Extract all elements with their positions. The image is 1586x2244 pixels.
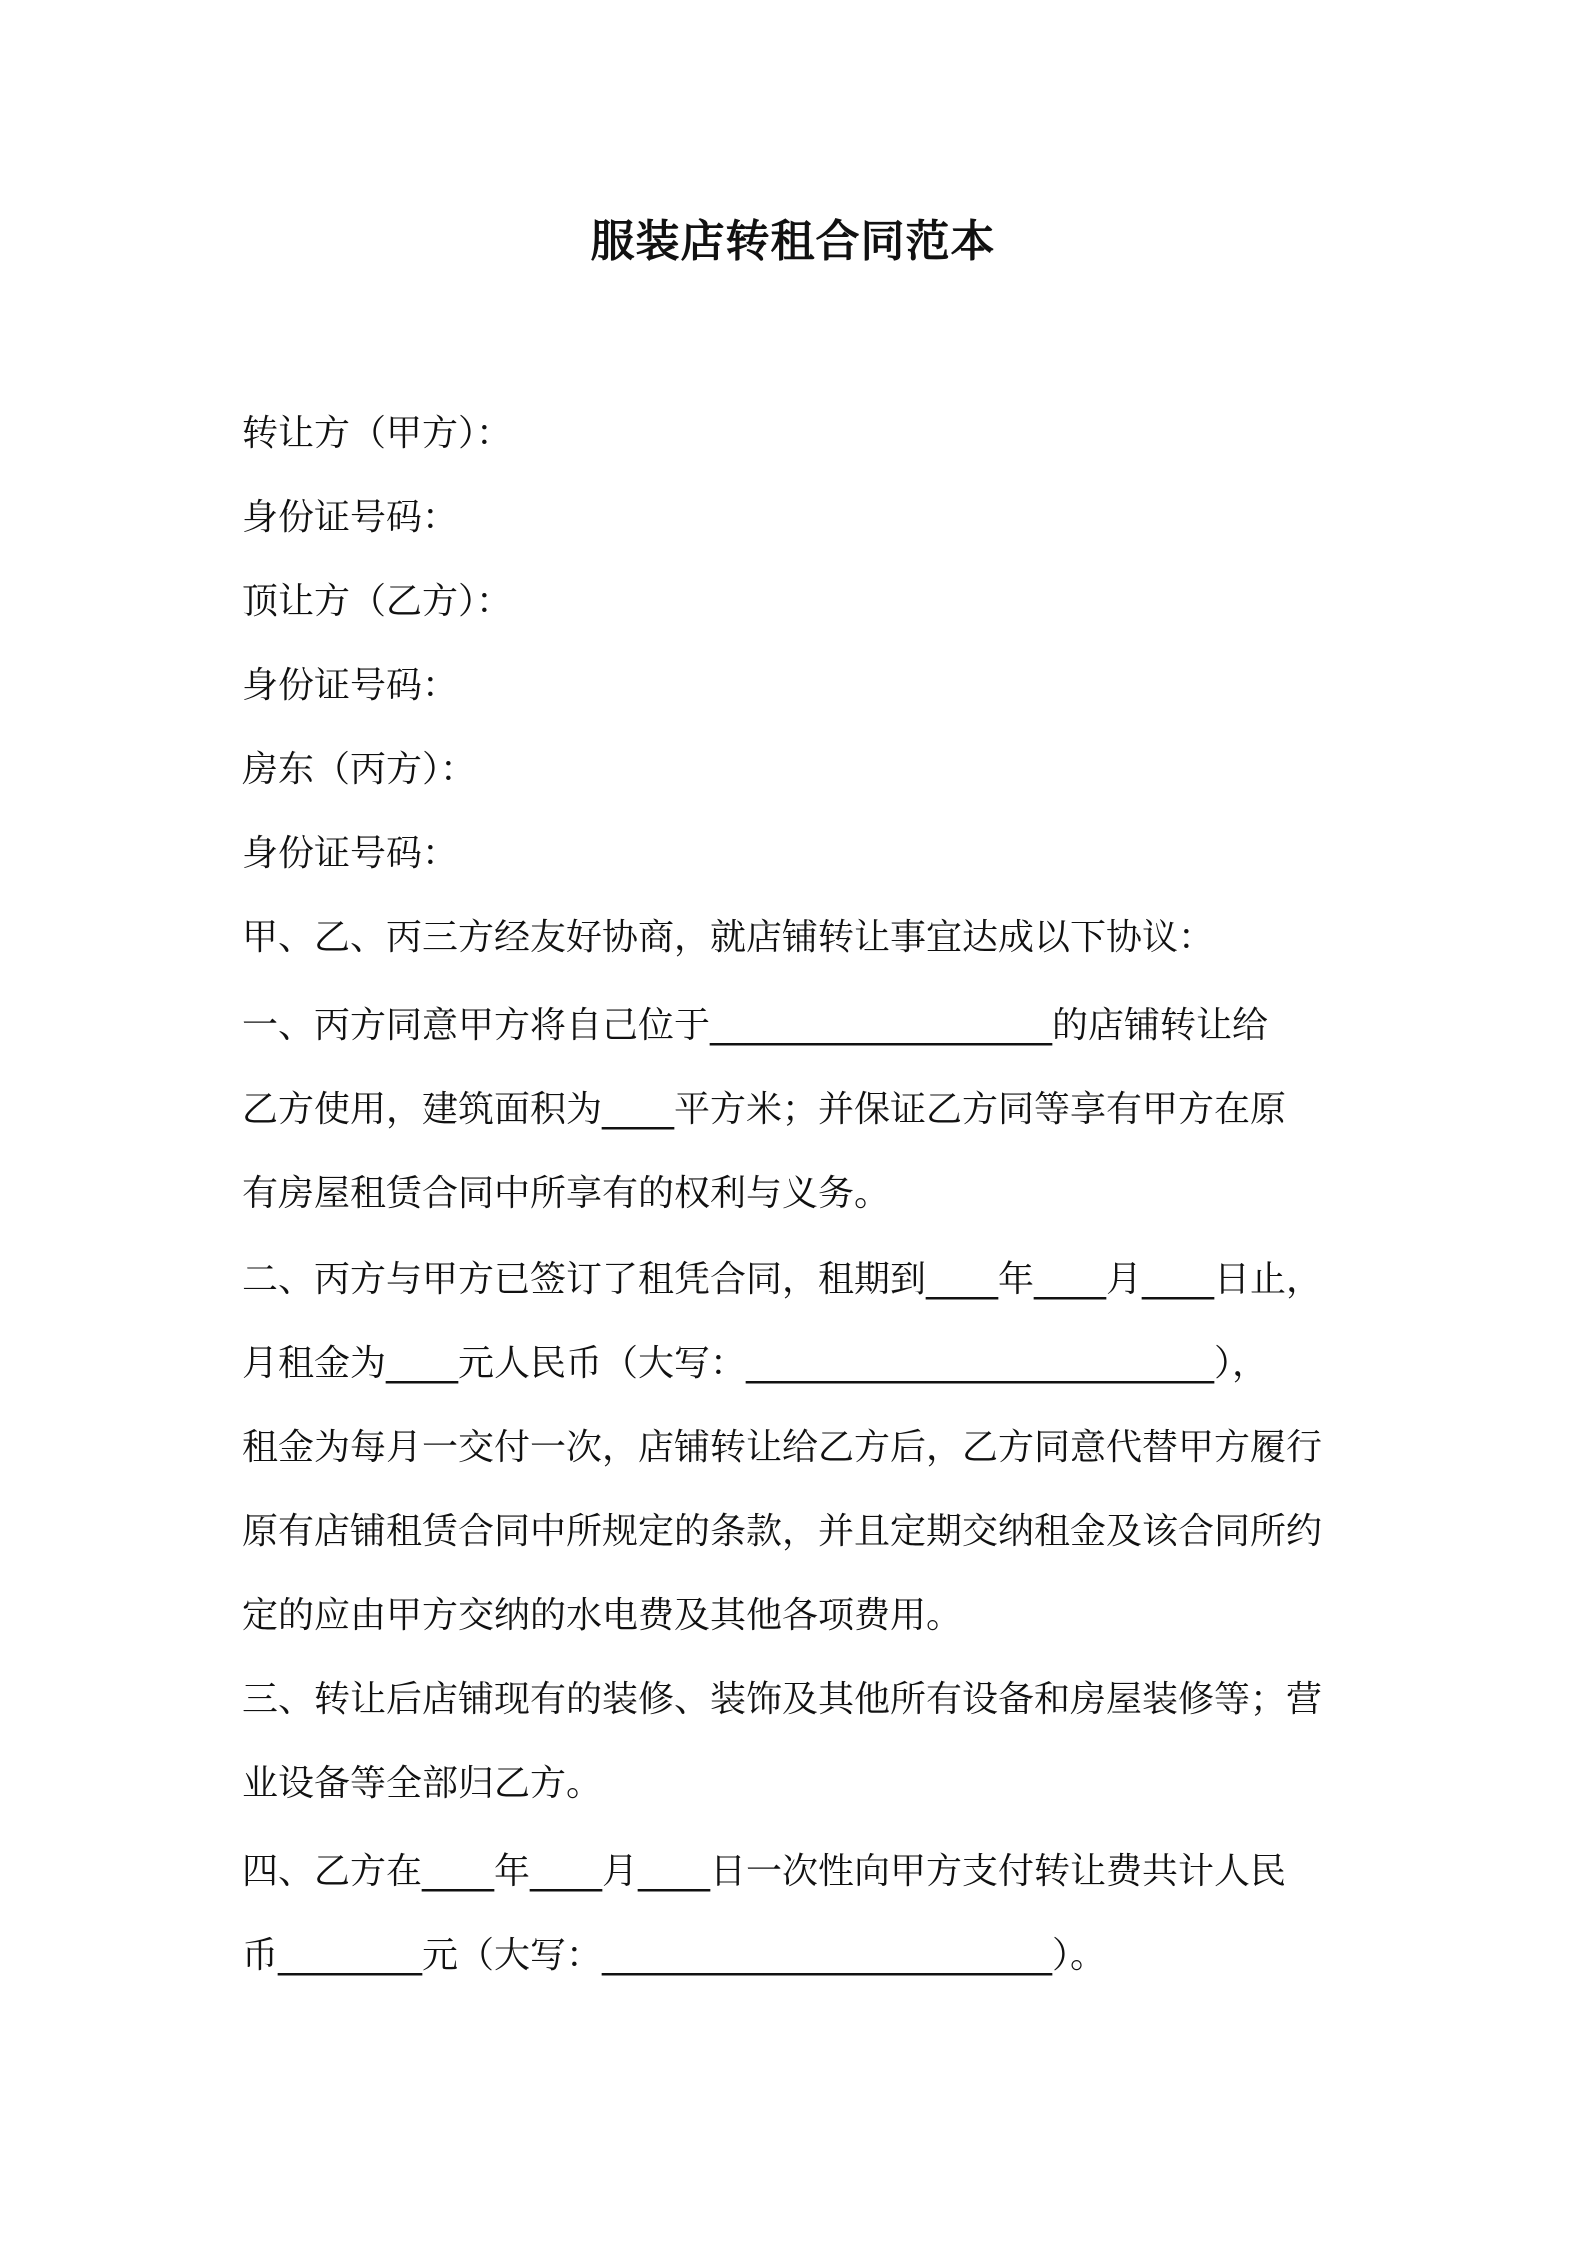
clause-3-line-2: 业设备等全部归乙方。 [242, 1763, 603, 1804]
clause-2-line-5: 定的应由甲方交纳的水电费及其他各项费用。 [242, 1595, 963, 1636]
landlord-party-c-line: 房东（丙方）： [242, 749, 477, 790]
clause-2-line-4: 原有店铺租赁合同中所规定的条款，并且定期交纳租金及该合同所约 [242, 1511, 1323, 1552]
party-b-id-line: 身份证号码： [242, 665, 459, 706]
agreement-intro-line: 甲、乙、丙三方经友好协商，就店铺转让事宜达成以下协议： [242, 917, 1215, 958]
party-a-id-line: 身份证号码： [242, 497, 459, 538]
document-title: 服装店转租合同范本 [590, 216, 996, 267]
transferee-party-b-line: 顶让方（乙方）： [242, 581, 513, 622]
party-c-id-line: 身份证号码： [242, 833, 459, 874]
clause-3-line-1: 三、转让后店铺现有的装修、装饰及其他所有设备和房屋装修等；营 [242, 1679, 1323, 1720]
clause-2-line-2: 月租金为____元人民币（大写：__________________________）， [242, 1343, 1269, 1384]
clause-2-line-3: 租金为每月一交付一次，店铺转让给乙方后，乙方同意代替甲方履行 [242, 1427, 1323, 1468]
clause-4-line-1: 四、乙方在____年____月____日一次性向甲方支付转让费共计人民 [242, 1851, 1287, 1892]
transferor-party-a-line: 转让方（甲方）： [242, 413, 513, 454]
clause-1-line-3: 有房屋租赁合同中所享有的权利与义务。 [242, 1173, 891, 1214]
clause-2-line-1: 二、丙方与甲方已签订了租凭合同，租期到____年____月____日止， [242, 1259, 1323, 1300]
clause-1-line-1: 一、丙方同意甲方将自己位于___________________的店铺转让给 [242, 1005, 1269, 1046]
clause-4-line-2: 币________元（大写：_________________________）。 [242, 1935, 1107, 1976]
clause-1-line-2: 乙方使用，建筑面积为____平方米；并保证乙方同等享有甲方在原 [242, 1089, 1287, 1130]
